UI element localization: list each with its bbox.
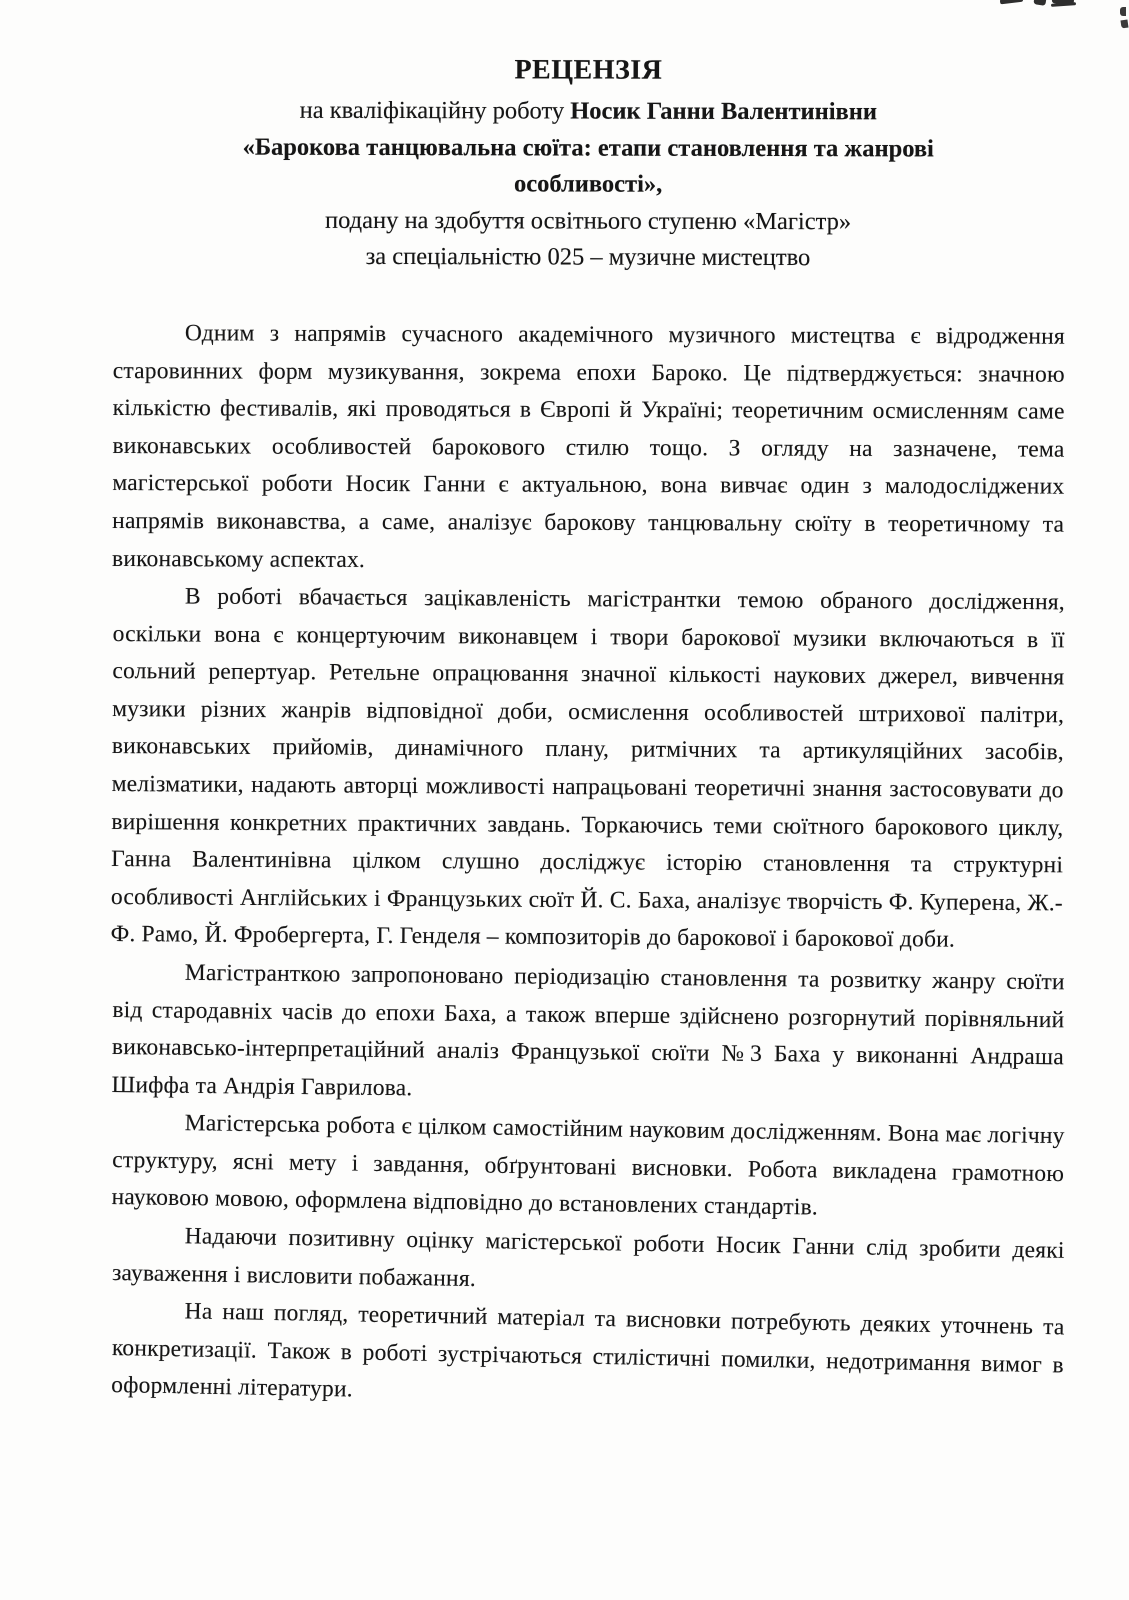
- document-body: [110, 315, 1065, 1405]
- paragraph: Надаючи позитивну оцінку магістерської роботи Носик Ганни слід зробити деякі зауваження і висловити побажання.: [111, 1222, 1065, 1292]
- document-title: РЕЦЕНЗІЯ: [514, 54, 663, 86]
- paragraph: Магістерська робота є цілком самостійним науковим дослідженням. Вона має логічну структуру, ясні мету і завдання, обґрунтовані висновки. Робота викладена грамотною науковою мовою, оформлена відповідно до встановлених стандартів.: [111, 1110, 1065, 1221]
- specialty-line: за спеціальністю 025 – музичне мистецтво: [365, 242, 811, 272]
- work-line-prefix: на кваліфікаційну роботу: [299, 96, 571, 125]
- work-line: [48, 92, 1129, 131]
- document-header: [0, 50, 1129, 277]
- degree-line: подану на здобуття освітнього ступеню «Магістр»: [324, 206, 852, 235]
- paragraph: Одним з напрямів сучасного академічного музичного мистецтва є відродження старовинних форм музикування, зокрема епохи Бароко. Це підтверджується: значною кількістю фестивалів, які проводяться в Європі й Україні; теоретичним осмисленням саме виконавських особливостей барокового стилю тощо. З огляду на зазначене, тема магістерської роботи Носик Ганни є актуальною, вона вивчає один з малодосліджених напрямів виконавства, а саме, аналізує барокову танцювальну сюїту в теоретичному та виконавському аспектах.: [112, 319, 1065, 573]
- paragraph: Магістранткою запропоновано періодизацію становлення та розвитку жанру сюїти від стародавніх часів до епохи Баха, а також вперше здійснено розгорнутий порівняльний виконавсько-інтерпретаційний аналіз Французької сюїти №3 Баха у виконанні Андраша Шиффа та Андрія Гаврилова.: [111, 959, 1065, 1101]
- paragraph: В роботі вбачається зацікавленість магістрантки темою обраного дослідження, оскільки вона є концертуючим виконавцем і твори барокової музики включаються в її сольний репертуар. Ретельне опрацювання значної кількості наукових джерел, вивчення музики різних жанрів відповідної доби, осмислення особливостей штрихової палітри, виконавських прийомів, динамічного плану, ритмічних та артикуляційних засобів, мелізматики, надають авторці можливості напрацьовані теоретичні знання застосовувати до вирішення конкретних практичних завдань. Торкаючись теми сюїтного барокового циклу, Ганна Валентинівна цілком слушно досліджує історію становлення та структурні особливості Англійських і Французьких сюїт Й. С. Баха, аналізує творчість Ф. Куперена, Ж.-Ф. Рамо, Й. Фробергерта, Г. Генделя – композиторів до барокової і барокової доби.: [110, 583, 1065, 953]
- paragraph: На наш погляд, теоретичний матеріал та висновки потребують деяких уточнень та конкретизації. Також в роботі зустрічаються стилістичні помилки, недотримання вимог в оформленні літератури.: [111, 1298, 1065, 1403]
- author-name: Носик Ганни Валентинівни: [570, 97, 878, 126]
- work-title: «Барокова танцювальна сюїта: етапи становлення та жанрові особливості»,: [242, 133, 934, 198]
